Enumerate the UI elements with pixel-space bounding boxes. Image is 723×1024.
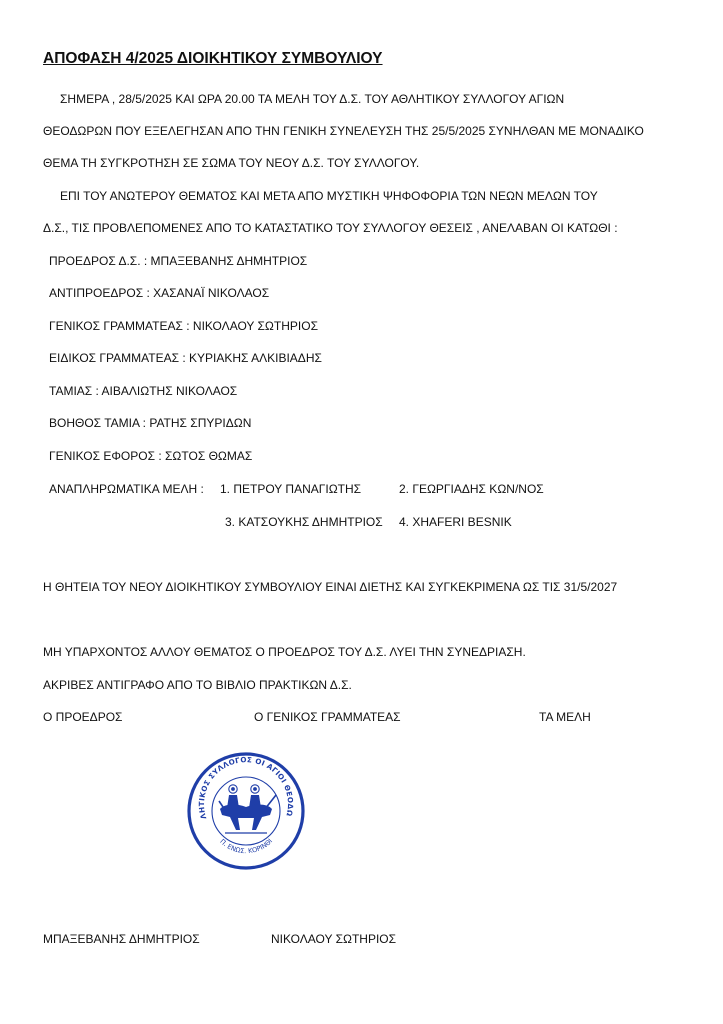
horsemen-emblem-icon — [219, 785, 276, 833]
position-president: ΠΡΟΕΔΡΟΣ Δ.Σ. : ΜΠΑΞΕΒΑΝΗΣ ΔΗΜΗΤΡΙΟΣ — [49, 254, 308, 268]
signature-name-president: ΜΠΑΞΕΒΑΝΗΣ ΔΗΜΗΤΡΙΟΣ — [43, 932, 200, 946]
document-title: ΑΠΟΦΑΣΗ 4/2025 ΔΙΟΙΚΗΤΙΚΟΥ ΣΥΜΒΟΥΛΙΟΥ — [43, 50, 383, 67]
club-stamp — [186, 751, 306, 871]
substitute-member-1: 1. ΠΕΤΡΟΥ ΠΑΝΑΓΙΩΤΗΣ — [220, 482, 362, 496]
position-vice-president: ΑΝΤΙΠΡΟΕΔΡΟΣ : ΧΑΣΑΝΑΪ ΝΙΚΟΛΑΟΣ — [49, 286, 270, 300]
copy-note: ΑΚΡΙΒΕΣ ΑΝΤΙΓΡΑΦΟ ΑΠΟ ΤΟ ΒΙΒΛΙΟ ΠΡΑΚΤΙΚΩΝ Δ.Σ. — [43, 678, 352, 692]
stamp-bottom-text: Π. ΕΝΩΣ. ΚΟΡΙΝΘΙ — [218, 837, 275, 856]
signature-name-secretary: ΝΙΚΟΛΑΟΥ ΣΩΤΗΡΙΟΣ — [271, 932, 397, 946]
position-general-secretary: ΓΕΝΙΚΟΣ ΓΡΑΜΜΑΤΕΑΣ : ΝΙΚΟΛΑΟΥ ΣΩΤΗΡΙΟΣ — [49, 319, 318, 333]
closing-statement: ΜΗ ΥΠΑΡΧΟΝΤΟΣ ΑΛΛΟΥ ΘΕΜΑΤΟΣ Ο ΠΡΟΕΔΡΟΣ ΤΟΥ Δ.Σ. ΛΥΕΙ ΤΗΝ ΣΥΝΕΔΡΙΑΣΗ. — [43, 645, 526, 659]
substitute-member-4: 4. XHAFERI BESNIK — [399, 515, 512, 529]
substitute-member-3: 3. ΚΑΤΣΟΥΚΗΣ ΔΗΜΗΤΡΙΟΣ — [225, 515, 383, 529]
position-assistant-treasurer: ΒΟΗΘΟΣ ΤΑΜΙΑ : ΡΑΤΗΣ ΣΠΥΡΙΔΩΝ — [49, 416, 252, 430]
term-statement: Η ΘΗΤΕΙΑ ΤΟΥ ΝΕΟΥ ΔΙΟΙΚΗΤΙΚΟΥ ΣΥΜΒΟΥΛΙΟΥ ΕΙΝΑΙ ΔΙΕΤΗΣ ΚΑΙ ΣΥΓΚΕΚΡΙΜΕΝΑ ΩΣ ΤΙΣ 31/5/2027 — [43, 580, 618, 594]
stamp-ring-text: ΛΗΤΙΚΟΣ ΣΥΛΛΟΓΟΣ ΟΙ ΑΓΙΟΙ ΘΕΟΔΩ — [196, 755, 296, 821]
intro-line-1: ΣΗΜΕΡΑ , 28/5/2025 ΚΑΙ ΩΡΑ 20.00 ΤΑ ΜΕΛΗ ΤΟΥ Δ.Σ. ΤΟΥ ΑΘΛΗΤΙΚΟΥ ΣΥΛΛΟΓΟΥ ΑΓΙΩΝ — [60, 92, 565, 106]
position-treasurer: ΤΑΜΙΑΣ : ΑΙΒΑΛΙΩΤΗΣ ΝΙΚΟΛΑΟΣ — [49, 384, 238, 398]
signature-header-members: ΤΑ ΜΕΛΗ — [539, 710, 591, 724]
stamp-seal-icon — [186, 751, 306, 871]
position-general-steward: ΓΕΝΙΚΟΣ ΕΦΟΡΟΣ : ΣΩΤΟΣ ΘΩΜΑΣ — [49, 449, 253, 463]
position-special-secretary: ΕΙΔΙΚΟΣ ΓΡΑΜΜΑΤΕΑΣ : ΚΥΡΙΑΚΗΣ ΑΛΚΙΒΙΑΔΗΣ — [49, 351, 322, 365]
vote-line-2: Δ.Σ., ΤΙΣ ΠΡΟΒΛΕΠΟΜΕΝΕΣ ΑΠΟ ΤΟ ΚΑΤΑΣΤΑΤΙΚΟ ΤΟΥ ΣΥΛΛΟΓΟΥ ΘΕΣΕΙΣ , ΑΝΕΛΑΒΑΝ ΟΙ ΚΑΤΩΘΙ : — [43, 221, 618, 235]
substitute-member-2: 2. ΓΕΩΡΓΙΑΔΗΣ ΚΩΝ/ΝΟΣ — [399, 482, 544, 496]
intro-line-3: ΘΕΜΑ ΤΗ ΣΥΓΚΡΟΤΗΣΗ ΣΕ ΣΩΜΑ ΤΟΥ ΝΕΟΥ Δ.Σ. ΤΟΥ ΣΥΛΛΟΓΟΥ. — [43, 156, 420, 170]
substitutes-label: ΑΝΑΠΛΗΡΩΜΑΤΙΚΑ ΜΕΛΗ : — [49, 482, 204, 496]
vote-line-1: ΕΠΙ ΤΟΥ ΑΝΩΤΕΡΟΥ ΘΕΜΑΤΟΣ ΚΑΙ ΜΕΤΑ ΑΠΟ ΜΥΣΤΙΚΗ ΨΗΦΟΦΟΡΙΑ ΤΩΝ ΝΕΩΝ ΜΕΛΩΝ ΤΟΥ — [60, 189, 598, 203]
signature-header-president: Ο ΠΡΟΕΔΡΟΣ — [43, 710, 123, 724]
intro-line-2: ΘΕΟΔΩΡΩΝ ΠΟΥ ΕΞΕΛΕΓΗΣΑΝ ΑΠΟ ΤΗΝ ΓΕΝΙΚΗ ΣΥΝΕΛΕΥΣΗ ΤΗΣ 25/5/2025 ΣΥΝΗΛΘΑΝ ΜΕ ΜΟΝΑΔΙΚΟ — [43, 124, 644, 138]
signature-header-secretary: Ο ΓΕΝΙΚΟΣ ΓΡΑΜΜΑΤΕΑΣ — [254, 710, 401, 724]
